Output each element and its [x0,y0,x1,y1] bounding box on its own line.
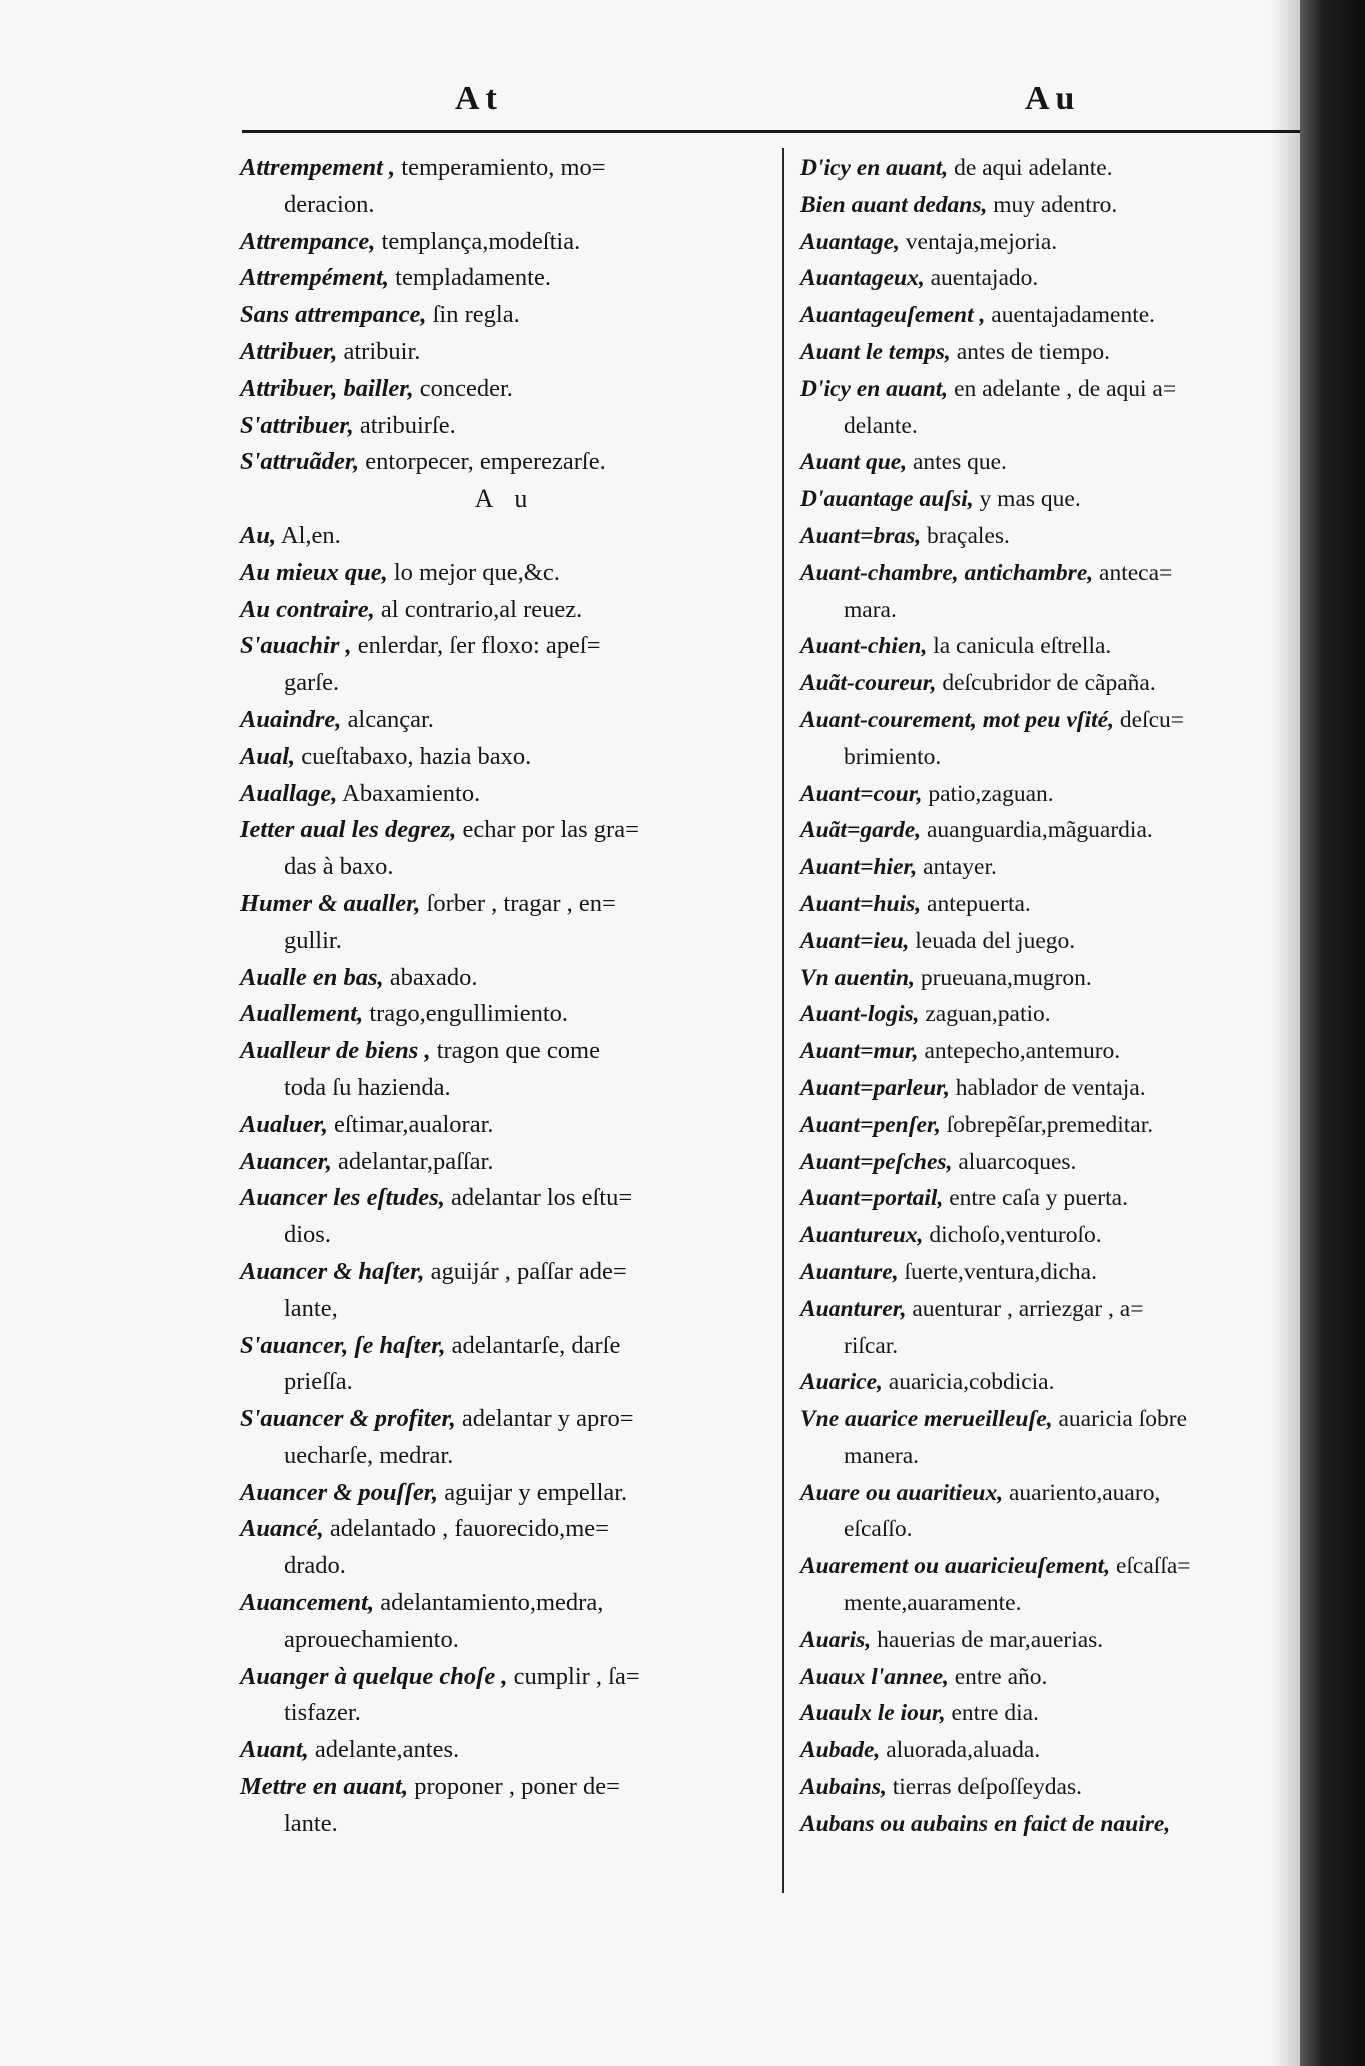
entry-headword: Auaris, [800,1626,872,1653]
entry-continuation: lante. [284,1809,338,1837]
entry-continuation: toda ſu hazienda. [284,1073,451,1101]
entry-headword: Aualleur de biens , [240,1037,431,1065]
entry-translation: auaricia,cobdicia. [888,1369,1055,1396]
entry-translation: ſorber , tragar , en= [426,889,616,917]
entry-headword: Auarice, [800,1369,883,1396]
section-heading: A u [474,484,536,514]
entry-translation: deſcubridor de cãpaña. [942,670,1156,697]
entry-translation: atribuirſe. [359,411,456,439]
entry-headword: Auantageux, [800,265,925,292]
entry-translation: atribuir. [343,337,421,365]
entry-headword: Auanturer, [800,1295,907,1322]
entry-translation: auentajadamente. [991,302,1156,329]
entry-translation: cueſtabaxo, hazia baxo. [301,742,532,770]
entry-translation: antes que. [912,449,1007,476]
dictionary-entry [800,1291,1270,1365]
dictionary-entry [800,960,1270,997]
entry-headword: Auant=portail, [800,1185,944,1212]
entry-headword: Aualle en bas, [240,963,384,991]
entry-translation: deſcu= [1119,706,1185,733]
dictionary-entry [800,1144,1270,1181]
dictionary-entry [800,297,1270,334]
entry-translation: Abaxamiento. [342,779,481,807]
dictionary-entry [800,628,1270,665]
dictionary-entry [800,1364,1270,1401]
dictionary-entry [240,776,770,813]
dictionary-entry [240,739,770,776]
entry-translation: adelantado , fauorecido,me= [329,1515,609,1543]
entry-headword: Auant=cour, [800,780,923,807]
dictionary-entry [240,555,770,592]
entry-headword: Auancement, [240,1589,375,1617]
entry-headword: Attribuer, bailler, [240,374,414,402]
entry-continuation: dios. [284,1221,331,1249]
entry-headword: Bien auant dedans, [800,191,988,218]
dictionary-entry [800,444,1270,481]
entry-translation: y mas que. [979,486,1081,513]
entry-headword: D'auantage auſsi, [800,486,974,513]
entry-continuation: delante. [844,412,918,439]
entry-translation: cumplir , ſa= [513,1662,640,1690]
entry-translation: eſtimar,aualorar. [333,1110,494,1138]
dictionary-entry [800,1548,1270,1622]
entry-translation: trago,engullimiento. [369,1000,569,1028]
dictionary-entry [800,1180,1270,1217]
dictionary-entry [800,996,1270,1033]
book-binding [1300,0,1365,2066]
dictionary-entry [800,1659,1270,1696]
entry-headword: Auancé, [240,1515,324,1543]
dictionary-entry [800,1217,1270,1254]
entry-translation: abaxado. [389,963,478,991]
entry-continuation: brimiento. [844,743,942,770]
entry-translation: dichoſo,venturoſo. [929,1222,1102,1249]
entry-translation: antepuerta. [927,890,1031,917]
entry-continuation: drado. [284,1552,346,1580]
entry-headword: Auaulx le iour, [800,1700,946,1727]
entry-translation: zaguan,patio. [925,1001,1051,1028]
dictionary-entry [240,628,770,702]
column-divider [782,148,784,1893]
entry-translation: adelantamiento,medra, [380,1589,604,1617]
dictionary-entry [800,1695,1270,1732]
entry-headword: Auant-chambre, antichambre, [800,559,1094,586]
entry-translation: alcançar. [347,705,434,733]
entry-headword: Attrempement , [240,154,396,181]
entry-translation: adelantar,paſſar. [338,1147,494,1175]
dictionary-entry [240,408,770,445]
dictionary-entry [240,1033,770,1107]
right-running-head: Au [1025,80,1081,117]
dictionary-entry [800,886,1270,923]
entry-headword: Vne auarice merueilleuſe, [800,1406,1053,1433]
entry-translation: entre caſa y puerta. [949,1185,1128,1212]
entry-headword: Attrempément, [240,264,390,292]
entry-headword: Auantage, [800,228,900,255]
entry-translation: entre dia. [951,1700,1039,1727]
dictionary-entry [800,224,1270,261]
dictionary-entry [240,1180,770,1254]
entry-headword: Aubans ou aubains en faict de nauire, [800,1810,1171,1837]
dictionary-entry [800,849,1270,886]
entry-headword: Auaux l'annee, [800,1663,949,1690]
entry-translation: aluorada,aluada. [886,1737,1041,1764]
dictionary-entry [240,297,770,334]
entry-continuation: lante, [284,1294,338,1322]
entry-headword: Auant=hier, [800,854,918,881]
entry-translation: auaricia ſobre [1058,1406,1187,1433]
entry-translation: tragon que come [436,1037,600,1065]
dictionary-entry [800,481,1270,518]
entry-translation: adelantarſe, darſe [451,1331,621,1359]
entry-headword: Auancer, [240,1147,332,1175]
entry-headword: D'icy en auant, [800,375,949,402]
entry-translation: aluarcoques. [958,1148,1077,1175]
entry-headword: Auant-chien, [800,633,928,660]
entry-headword: Au mieux que, [240,558,388,586]
dictionary-entry [800,1070,1270,1107]
entry-continuation: manera. [844,1442,920,1469]
dictionary-entry [800,555,1270,629]
dictionary-entry [240,1401,770,1475]
dictionary-entry [240,886,770,960]
entry-headword: Aubade, [800,1737,881,1764]
left-running-head: At [455,80,503,117]
entry-continuation: deracion. [284,190,375,218]
entry-translation: enlerdar, ſer floxo: apeſ= [357,632,601,660]
entry-headword: Auare ou auaritieux, [800,1479,1004,1506]
entry-headword: Auarement ou auaricieuſement, [800,1553,1111,1580]
dictionary-entry [240,702,770,739]
entry-translation: auenturar , arriezgar , a= [912,1295,1144,1322]
entry-translation: adelantar los eſtu= [450,1184,633,1212]
dictionary-entry [240,1732,770,1769]
entry-headword: Aualuer, [240,1110,328,1138]
dictionary-entry [800,1732,1270,1769]
dictionary-entry [800,923,1270,960]
entry-translation: templança,modeſtia. [381,227,581,255]
entry-headword: Auant=penſer, [800,1111,941,1138]
entry-translation: auariento,auaro, [1008,1479,1161,1506]
entry-headword: S'attruãder, [240,448,360,476]
entry-headword: Humer & aualler, [240,889,421,917]
entry-headword: Auaindre, [240,705,342,733]
header-rule [242,130,1302,133]
dictionary-entry [240,371,770,408]
entry-headword: Auant-logis, [800,1001,920,1028]
entry-translation: ſobrepẽſar,premeditar. [946,1111,1154,1138]
entry-continuation: aprouechamiento. [284,1625,459,1653]
dictionary-entry [800,518,1270,555]
dictionary-entry [800,1254,1270,1291]
dictionary-entry [240,1107,770,1144]
entry-continuation: garſe. [284,669,340,697]
entry-headword: Auant=ieu, [800,927,910,954]
entry-continuation: das à baxo. [284,853,394,881]
entry-translation: prueuana,mugron. [920,964,1092,991]
entry-translation: auentajado. [930,265,1039,292]
dictionary-entry [240,1511,770,1585]
entry-headword: Attrempance, [240,227,376,255]
entry-headword: Auant que, [800,449,908,476]
entry-translation: proponer , poner de= [414,1773,620,1801]
entry-headword: Auant=huis, [800,890,922,917]
entry-headword: Auãt-coureur, [800,670,937,697]
entry-translation: en adelante , de aqui a= [954,375,1177,402]
entry-translation: al contrario,al reuez. [380,595,583,623]
entry-headword: Auallage, [240,779,338,807]
dictionary-entry [800,776,1270,813]
entry-headword: Au, [240,521,277,549]
entry-translation: la canicula eſtrella. [933,633,1112,660]
dictionary-entry [240,1475,770,1512]
entry-headword: Attribuer, [240,337,338,365]
entry-translation: aguijar y empellar. [444,1478,628,1506]
dictionary-entry [800,1401,1270,1475]
dictionary-entry [800,187,1270,224]
entry-headword: Auanger à quelque choſe , [240,1662,508,1690]
dictionary-entry [240,996,770,1033]
entry-headword: Auancer les eſtudes, [240,1184,445,1212]
entry-headword: Auantageuſement , [800,302,986,329]
dictionary-entry [240,150,770,224]
entry-translation: anteca= [1099,559,1173,586]
dictionary-entry [240,260,770,297]
entry-headword: D'icy en auant, [800,155,949,181]
dictionary-entry [800,371,1270,445]
entry-translation: ventaja,mejoria. [905,228,1058,255]
entry-headword: Ietter aual les degrez, [240,816,457,844]
entry-headword: Auãt=garde, [800,817,922,844]
dictionary-entry [800,334,1270,371]
entry-headword: Auant=peſches, [800,1148,953,1175]
entry-continuation: gullir. [284,926,342,954]
entry-continuation: mente,auaramente. [844,1590,1022,1617]
dictionary-entry [800,1769,1270,1806]
dictionary-entry [800,260,1270,297]
entry-translation: antes de tiempo. [956,338,1111,365]
entry-translation: ſin regla. [432,301,520,329]
entry-headword: Mettre en auant, [240,1773,409,1801]
entry-headword: Aual, [240,742,296,770]
dictionary-entry [800,1107,1270,1144]
dictionary-entry [800,1622,1270,1659]
entry-translation: Al,en. [280,521,341,549]
entry-headword: Aubains, [800,1774,887,1801]
entry-continuation: eſcaſſo. [844,1516,913,1543]
entry-translation: antepecho,antemuro. [924,1038,1121,1065]
gutter-shadow [1270,0,1302,2066]
entry-headword: Auant le temps, [800,338,951,365]
entry-translation: hauerias de mar,auerias. [877,1626,1104,1653]
entry-translation: antayer. [923,854,997,881]
entry-headword: Auant-courement, mot peu vſité, [800,706,1114,733]
dictionary-entry [240,1585,770,1659]
entry-translation: de aqui adelante. [954,155,1113,181]
entry-translation: lo mejor que,&c. [393,558,560,586]
entry-translation: patio,zaguan. [928,780,1054,807]
entry-translation: aguijár , paſſar ade= [430,1257,627,1285]
entry-translation: adelante,antes. [314,1736,460,1764]
entry-headword: Auant=mur, [800,1038,919,1065]
dictionary-entry [800,702,1270,776]
dictionary-entry [240,1144,770,1181]
dictionary-entry [800,1475,1270,1549]
entry-translation: braçales. [927,522,1010,549]
entry-headword: Auantureux, [800,1222,924,1249]
entry-translation: leuada del juego. [915,927,1076,954]
entry-translation: auanguardia,mãguardia. [927,817,1153,844]
entry-headword: S'auancer & profiter, [240,1405,456,1433]
entry-headword: Auant=bras, [800,522,922,549]
dictionary-entry [800,665,1270,702]
entry-headword: Auant=parleur, [800,1074,950,1101]
dictionary-entry [240,592,770,629]
entry-headword: S'attribuer, [240,411,354,439]
entry-translation: ſuerte,ventura,dicha. [904,1258,1097,1285]
entry-continuation: tisfazer. [284,1699,361,1727]
entry-translation: muy adentro. [993,191,1118,218]
dictionary-entry [240,518,770,555]
dictionary-entry [800,1033,1270,1070]
dictionary-entry [240,334,770,371]
entry-headword: Auancer & pouſſer, [240,1478,439,1506]
entry-headword: Au contraire, [240,595,375,623]
entry-translation: tierras deſpoſſeydas. [892,1774,1082,1801]
entry-translation: conceder. [419,374,513,402]
dictionary-entry [240,224,770,261]
entry-translation: entre año. [954,1663,1048,1690]
dictionary-entry [240,1769,770,1843]
dictionary-entry [800,812,1270,849]
entry-translation: eſcaſſa= [1115,1553,1191,1580]
entry-continuation: prieſſa. [284,1368,353,1396]
entry-continuation: uecharſe, medrar. [284,1441,454,1469]
entry-headword: Sans attrempance, [240,301,427,329]
dictionary-entry [240,960,770,997]
entry-headword: Auanture, [800,1258,899,1285]
right-column [800,150,1270,1843]
entry-headword: S'auancer, ſe haſter, [240,1331,446,1359]
entry-headword: Auallement, [240,1000,364,1028]
entry-headword: Auancer & haſter, [240,1257,425,1285]
entry-translation: temperamiento, mo= [401,154,606,181]
entry-translation: entorpecer, emperezarſe. [365,448,606,476]
entry-headword: Auant, [240,1736,309,1764]
dictionary-entry [240,1328,770,1402]
entry-continuation: mara. [844,596,897,623]
entry-headword: Vn auentin, [800,964,915,991]
entry-translation: templadamente. [395,264,551,292]
entry-translation: adelantar y apro= [461,1405,634,1433]
entry-translation: hablador de ventaja. [955,1074,1146,1101]
entry-continuation: riſcar. [844,1332,899,1359]
dictionary-entry [800,1806,1270,1843]
left-column [240,150,770,1843]
dictionary-entry [240,1254,770,1328]
dictionary-entry [240,812,770,886]
entry-headword: S'auachir , [240,632,352,660]
dictionary-entry [800,150,1270,187]
dictionary-entry [240,444,770,481]
dictionary-entry [240,1659,770,1733]
entry-translation: echar por las gra= [462,816,639,844]
